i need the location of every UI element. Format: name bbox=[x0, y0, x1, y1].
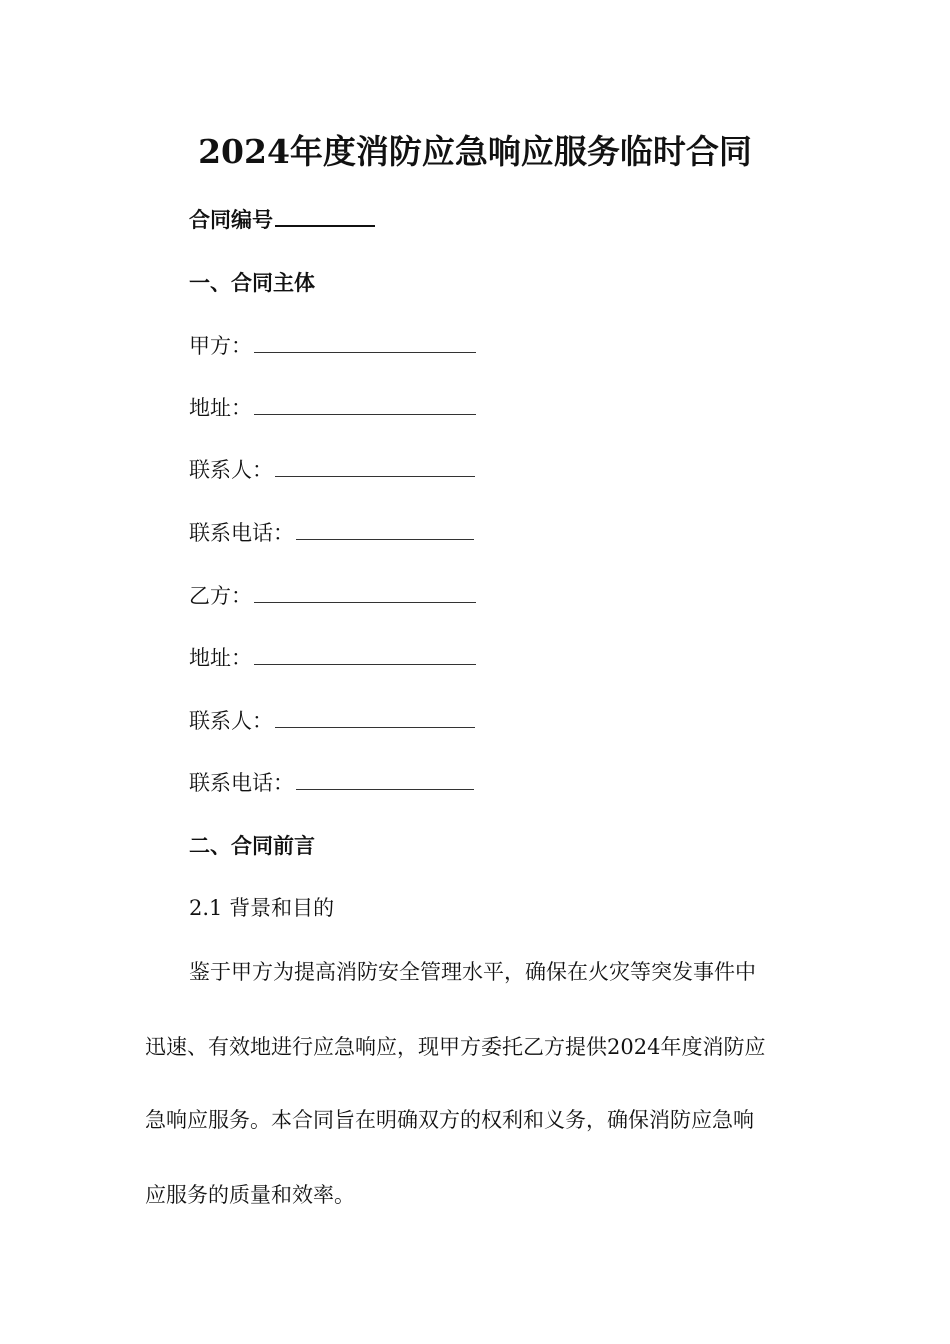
party-b-blank bbox=[254, 584, 476, 603]
contract-number-label: 合同编号 bbox=[189, 207, 273, 232]
party-a-address-blank bbox=[254, 396, 476, 415]
contract-number-blank bbox=[275, 207, 375, 227]
party-b-address-blank bbox=[254, 646, 476, 665]
paragraph-line-2: 迅速、有效地进行应急响应，现甲方委托乙方提供2024年度消防应 bbox=[145, 1035, 766, 1059]
party-a-phone-blank bbox=[296, 521, 474, 540]
party-a-contact-blank bbox=[275, 458, 475, 477]
party-b-phone-blank bbox=[296, 771, 474, 790]
subsection-2-1-heading: 2.1 背景和目的 bbox=[189, 896, 335, 920]
party-b-contact-line bbox=[189, 705, 475, 737]
paragraph-line-4: 应服务的质量和效率。 bbox=[145, 1183, 355, 1207]
party-b-line bbox=[189, 580, 476, 612]
party-b-phone-line bbox=[189, 767, 474, 799]
section1-heading: 一、合同主体 bbox=[189, 270, 315, 295]
party-a-contact-line bbox=[189, 454, 475, 486]
party-a-contact-label: 联系人： bbox=[189, 458, 273, 482]
party-a-blank bbox=[254, 334, 476, 353]
paragraph-line-3: 急响应服务。本合同旨在明确双方的权利和义务，确保消防应急响 bbox=[145, 1108, 754, 1132]
party-a-phone-line bbox=[189, 517, 474, 549]
party-a-label: 甲方： bbox=[189, 334, 252, 358]
party-a-address-line bbox=[189, 392, 476, 424]
section2-heading: 二、合同前言 bbox=[189, 833, 315, 858]
document-title: 2024年度消防应急响应服务临时合同 bbox=[198, 132, 752, 171]
contract-number-line bbox=[189, 204, 375, 236]
party-a-phone-label: 联系电话： bbox=[189, 521, 294, 545]
paragraph-line-1: 鉴于甲方为提高消防安全管理水平，确保在火灾等突发事件中 bbox=[189, 960, 756, 984]
party-b-address-label: 地址： bbox=[189, 646, 252, 670]
party-b-address-line bbox=[189, 642, 476, 674]
party-b-contact-label: 联系人： bbox=[189, 709, 273, 733]
party-b-label: 乙方： bbox=[189, 584, 252, 608]
party-a-line bbox=[189, 330, 476, 362]
party-b-phone-label: 联系电话： bbox=[189, 771, 294, 795]
party-a-address-label: 地址： bbox=[189, 396, 252, 420]
party-b-contact-blank bbox=[275, 709, 475, 728]
